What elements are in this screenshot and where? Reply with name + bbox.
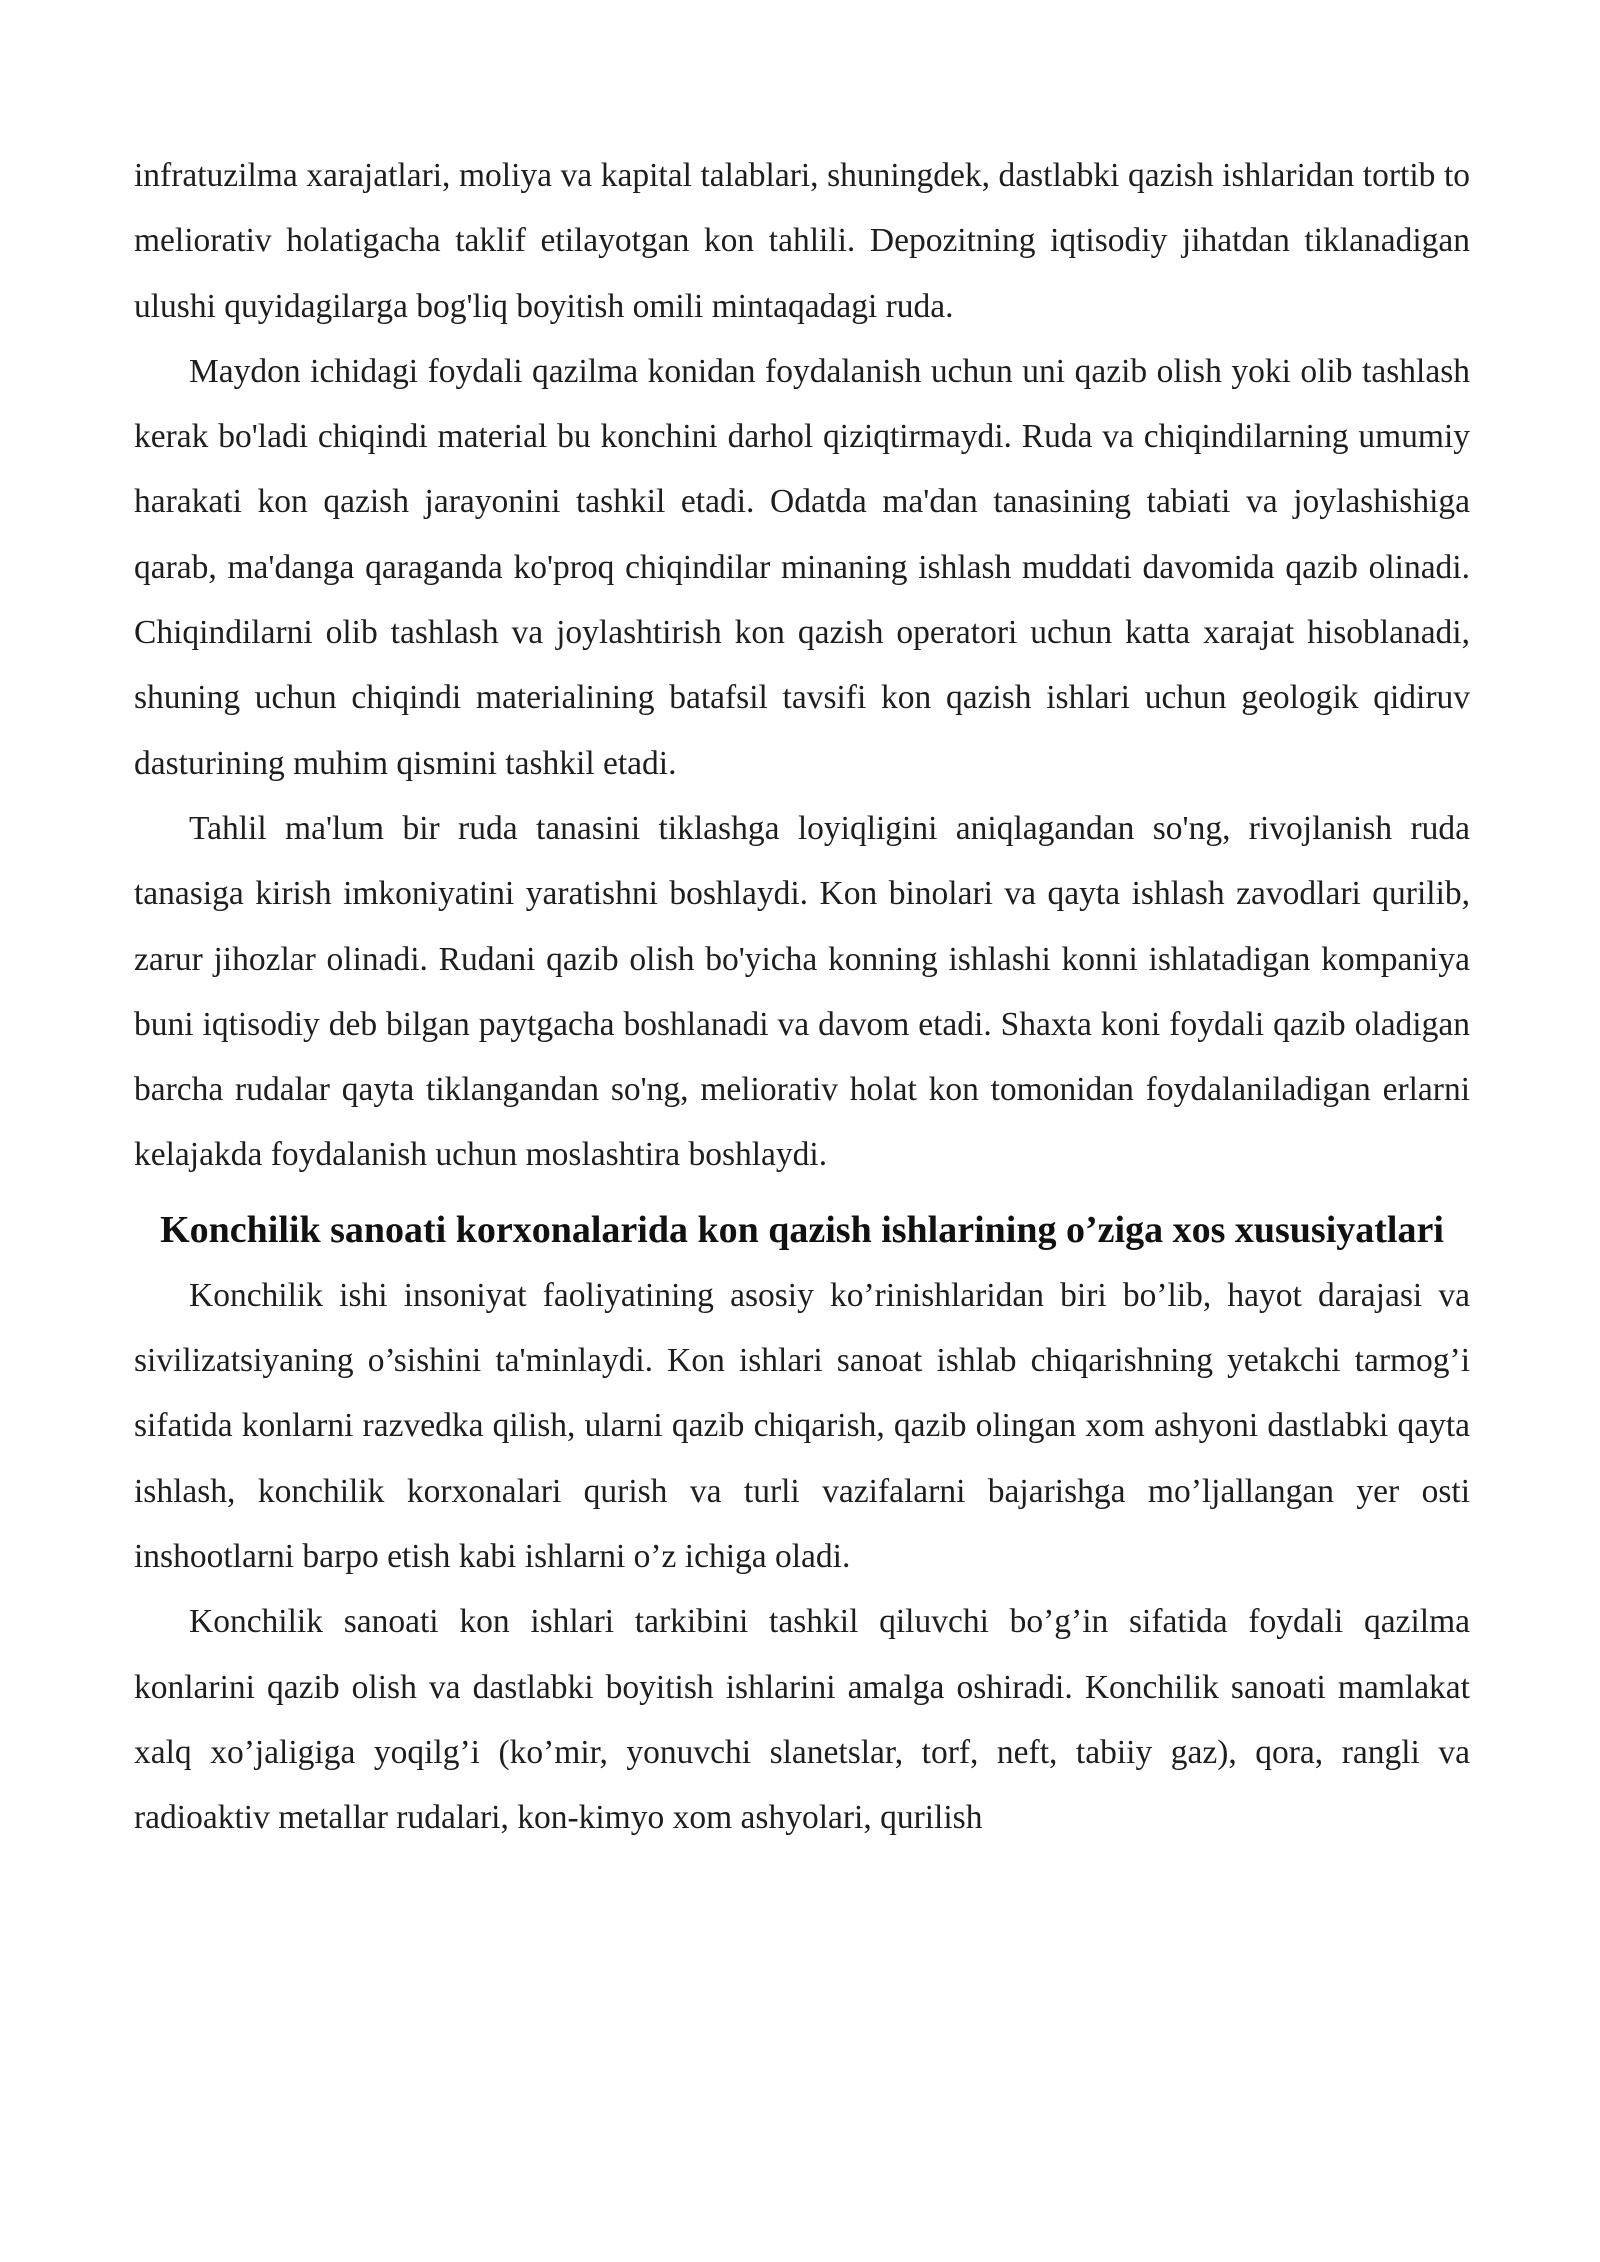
paragraph-5: Konchilik sanoati kon ishlari tarkibini tashkil qiluvchi bo’g’in sifatida foydali qazilma konlarini qazib olish va dastlabki boyitish ishlarini amalga oshiradi. Konchilik sanoati mamlakat xalq xo’jaligiga yoqilg’i (ko’mir, yonuvchi slanetslar, torf, neft, tabiiy gaz), qora, rangli va radioaktiv metallar rudalari, kon-kimyo xom ashyolari, qurilish (134, 1603, 1470, 1837)
document-body (134, 143, 1470, 1850)
section-heading: Konchilik sanoati korxonalarida kon qazish ishlarining o’ziga xos xususiyatlari (160, 1208, 1444, 1251)
paragraph-2: Maydon ichidagi foydali qazilma konidan foydalanish uchun uni qazib olish yoki olib tashlash kerak bo'ladi chiqindi material bu konchini darhol qiziqtirmaydi. Ruda va chiqindilarning umumiy harakati kon qazish jarayonini tashkil etadi. Odatda ma'dan tanasining tabiati va joylashishiga qarab, ma'danga qaraganda ko'proq chiqindilar minaning ishlash muddati davomida qazib olinadi. Chiqindilarni olib tashlash va joylashtirish kon qazish operatori uchun katta xarajat hisoblanadi, shuning uchun chiqindi materialining batafsil tavsifi kon qazish ishlari uchun geologik qidiruv dasturining muhim qismini tashkil etadi. (134, 352, 1470, 782)
paragraph-4: Konchilik ishi insoniyat faoliyatining asosiy ko’rinishlaridan biri bo’lib, hayot darajasi va sivilizatsiyaning o’sishini ta'minlaydi. Kon ishlari sanoat ishlab chiqarishning yetakchi tarmog’i sifatida konlarni razvedka qilish, ularni qazib chiqarish, qazib olingan xom ashyoni dastlabki qayta ishlash, konchilik korxonalari qurish va turli vazifalarni bajarishga mo’ljallangan yer osti inshootlarni barpo etish kabi ishlarni o’z ichiga oladi. (134, 1276, 1470, 1575)
paragraph-1: infratuzilma xarajatlari, moliya va kapital talablari, shuningdek, dastlabki qazish ishlaridan tortib to meliorativ holatigacha taklif etilayotgan kon tahlili. Depozitning iqtisodiy jihatdan tiklanadigan ulushi quyidagilarga bog'liq boyitish omili mintaqadagi ruda. (134, 157, 1470, 325)
paragraph-3: Tahlil ma'lum bir ruda tanasini tiklashga loyiqligini aniqlagandan so'ng, rivojlanish ruda tanasiga kirish imkoniyatini yaratishni boshlaydi. Kon binolari va qayta ishlash zavodlari qurilib, zarur jihozlar olinadi. Rudani qazib olish bo'yicha konning ishlashi konni ishlatadigan kompaniya buni iqtisodiy deb bilgan paytgacha boshlanadi va davom etadi. Shaxta koni foydali qazib oladigan barcha rudalar qayta tiklangandan so'ng, meliorativ holat kon tomonidan foydalaniladigan erlarni kelajakda foydalanish uchun moslashtira boshlaydi. (134, 809, 1470, 1174)
